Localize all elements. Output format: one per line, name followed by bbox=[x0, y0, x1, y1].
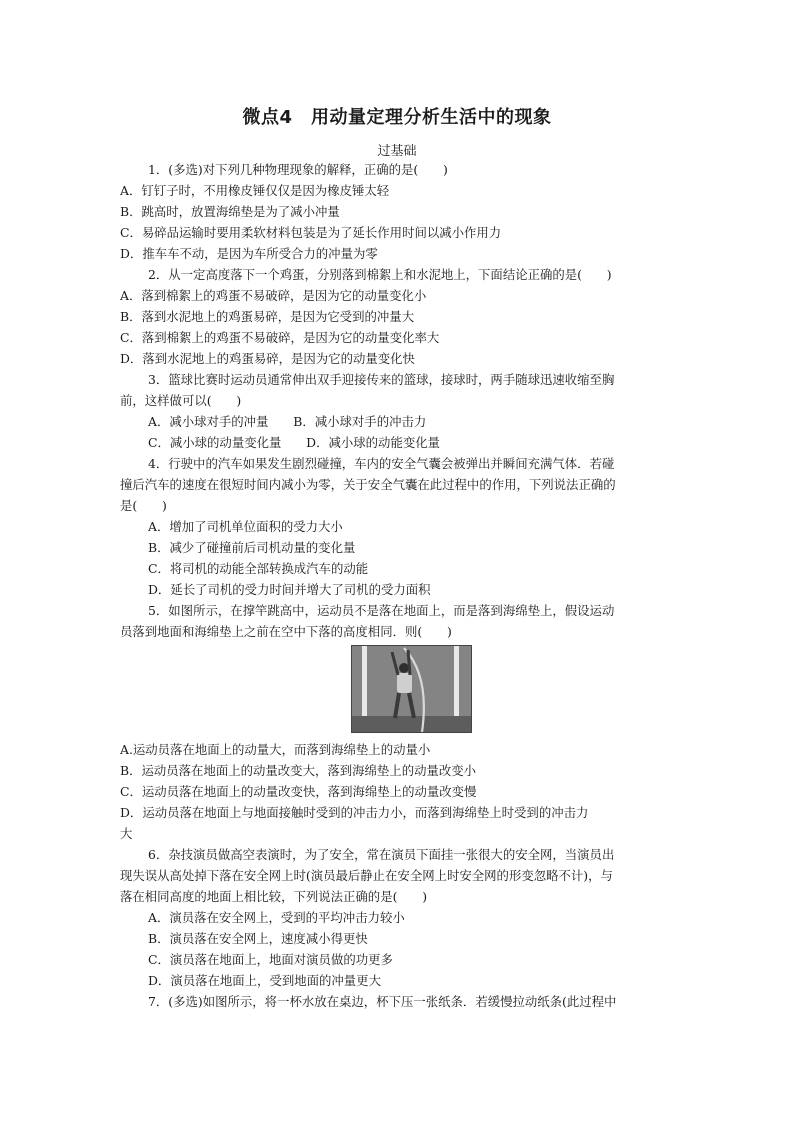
q6-stem-line2: 现失误从高处掉下落在安全网上时(演员最后静止在安全网上时安全网的形变忽略不计)，与 bbox=[120, 868, 613, 883]
q1-option-a: A．钉钉子时，不用橡皮锤仅仅是因为橡皮锤太轻 bbox=[120, 183, 390, 198]
q5-option-d-line2: 大 bbox=[120, 826, 133, 841]
q2-option-d: D．落到水泥地上的鸡蛋易碎，是因为它的动量变化快 bbox=[120, 351, 415, 366]
q5-stem-line2: 员落到地面和海绵垫上之前在空中下落的高度相同．则( ) bbox=[120, 624, 452, 639]
section-heading: 过基础 bbox=[377, 144, 417, 159]
q5-option-d-line1: D．运动员落在地面上与地面接触时受到的冲击力小，而落到海绵垫上时受到的冲击力 bbox=[120, 805, 589, 820]
q4-option-a: A．增加了司机单位面积的受力大小 bbox=[148, 519, 343, 534]
q2-option-a: A．落到棉絮上的鸡蛋不易破碎，是因为它的动量变化小 bbox=[120, 288, 427, 303]
q6-option-a: A．演员落在安全网上，受到的平均冲击力较小 bbox=[148, 910, 405, 925]
q5-option-a: A.运动员落在地面上的动量大，而落到海绵垫上的动量小 bbox=[120, 742, 431, 757]
q4-option-b: B．减少了碰撞前后司机动量的变化量 bbox=[148, 540, 356, 555]
q6-option-d: D．演员落在地面上，受到地面的冲量更大 bbox=[148, 973, 381, 988]
q4-option-c: C．将司机的动能全部转换成汽车的动能 bbox=[148, 561, 369, 576]
q1-option-c: C．易碎品运输时要用柔软材料包装是为了延长作用时间以减小作用力 bbox=[120, 225, 502, 240]
q5-option-c: C．运动员落在地面上的动量改变快，落到海绵垫上的动量改变慢 bbox=[120, 784, 477, 799]
q5-option-b: B．运动员落在地面上的动量改变大，落到海绵垫上的动量改变小 bbox=[120, 763, 477, 778]
q2-stem: 2．从一定高度落下一个鸡蛋，分别落到棉絮上和水泥地上，下面结论正确的是( ) bbox=[148, 267, 612, 282]
q4-stem-line3: 是( ) bbox=[120, 498, 167, 513]
q6-stem-line1: 6．杂技演员做高空表演时，为了安全，常在演员下面挂一张很大的安全网，当演员出 bbox=[148, 847, 615, 862]
q7-stem-line1: 7．(多选)如图所示，将一杯水放在桌边，杯下压一张纸条．若缓慢拉动纸条(此过程中 bbox=[148, 994, 617, 1009]
q2-option-c: C．落到棉絮上的鸡蛋不易破碎，是因为它的动量变化率大 bbox=[120, 330, 440, 345]
pole-vault-photo bbox=[351, 645, 472, 733]
q6-option-c: C．演员落在地面上，地面对演员做的功更多 bbox=[148, 952, 393, 967]
q4-stem-line1: 4．行驶中的汽车如果发生剧烈碰撞，车内的安全气囊会被弹出并瞬间充满气体．若碰 bbox=[148, 456, 615, 471]
q4-stem-line2: 撞后汽车的速度在很短时间内减小为零，关于安全气囊在此过程中的作用，下列说法正确的 bbox=[120, 477, 616, 492]
page-title: 微点4 用动量定理分析生活中的现象 bbox=[242, 107, 552, 128]
q6-option-b: B．演员落在安全网上，速度减小得更快 bbox=[148, 931, 368, 946]
q1-option-b: B．跳高时，放置海绵垫是为了减小冲量 bbox=[120, 204, 340, 219]
q6-stem-line3: 落在相同高度的地面上相比较，下列说法正确的是( ) bbox=[120, 889, 428, 904]
q3-stem-line2: 前，这样做可以( ) bbox=[120, 393, 242, 408]
q4-option-d: D．延长了司机的受力时间并增大了司机的受力面积 bbox=[148, 582, 431, 597]
q3-options-ab: A．减小球对手的冲量 B．减小球对手的冲击力 bbox=[148, 414, 427, 429]
q1-option-d: D．推车车不动，是因为车所受合力的冲量为零 bbox=[120, 246, 378, 261]
q3-options-cd: C．减小球的动量变化量 D．减小球的动能变化量 bbox=[148, 435, 441, 450]
q2-option-b: B．落到水泥地上的鸡蛋易碎，是因为它受到的冲量大 bbox=[120, 309, 415, 324]
q1-stem: 1．(多选)对下列几种物理现象的解释，正确的是( ) bbox=[148, 162, 448, 177]
q3-stem-line1: 3．篮球比赛时运动员通常伸出双手迎接传来的篮球，接球时，两手随球迅速收缩至胸 bbox=[148, 372, 615, 387]
q5-stem-line1: 5．如图所示，在撑竿跳高中，运动员不是落在地面上，而是落到海绵垫上，假设运动 bbox=[148, 603, 615, 618]
